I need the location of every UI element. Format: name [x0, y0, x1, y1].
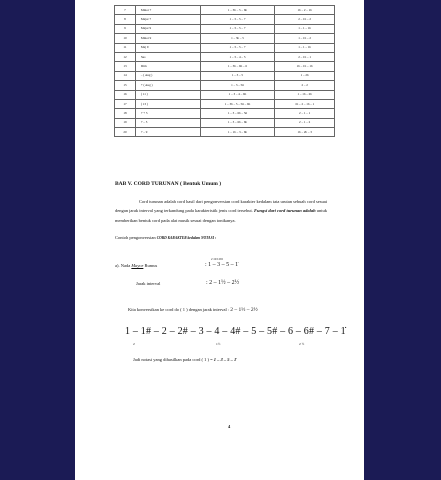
sequence-sub-1: 2	[133, 342, 135, 346]
table-cell: 1 – 1b – 2	[275, 34, 335, 43]
table-cell: 1 – 3 – 4 – 6b	[200, 90, 275, 99]
table-cell: 19	[115, 118, 136, 127]
table-cell: 2 – 1 – 2	[275, 118, 335, 127]
conversion-values: 2 – 1½ – 2½	[230, 307, 258, 313]
table-cell: 1 – 3 – 5 – 7	[200, 15, 275, 24]
table-cell: 1 – 1 – 1b	[275, 43, 335, 52]
table-cell: 2 – 1 – 1	[275, 109, 335, 118]
table-cell: Major 9	[135, 24, 200, 33]
table-cell: 14	[115, 71, 136, 80]
table-cell: 7 – 5	[135, 118, 200, 127]
section-heading: BAB V. CORD TURUNAN ( Bentuk Umum )	[115, 181, 222, 187]
table-cell: 2 – 1b – 1	[275, 52, 335, 61]
table-cell: 2 – 1b – 2	[275, 15, 335, 24]
table-cell: + ( Aug )	[135, 81, 200, 90]
table-cell: Major 7	[135, 15, 200, 24]
table-cell: Minor 9	[135, 34, 200, 43]
table-cell: 7 – 9	[135, 128, 200, 137]
table-cell: 1 – 3 – 5 – 7	[200, 43, 275, 52]
result-line	[133, 357, 236, 362]
table-cell: 13	[115, 62, 136, 71]
table-cell: 7	[115, 6, 136, 15]
table-row	[115, 118, 335, 127]
table-row	[115, 62, 335, 71]
chord-table-body	[115, 6, 335, 137]
table-cell: 1 – 1b – 3 – 6b	[200, 128, 275, 137]
document-page	[75, 0, 364, 480]
table-cell: 8	[115, 15, 136, 24]
table-cell: – ( Aug )	[135, 71, 200, 80]
chord-table	[114, 5, 335, 137]
table-row	[115, 99, 335, 108]
table-cell: 17	[115, 99, 136, 108]
para-text-1: Cord turunan adalah cord hasil dari pengonversian cord karakter kedalam tata urutan sebuah cord sesuai dengan jarak interval yang terkandung pada karakteristik jenis cord tersebut.	[115, 199, 327, 214]
table-cell: 1 – 3 – 6b – 5#	[200, 109, 275, 118]
table-cell: 16	[115, 90, 136, 99]
table-row	[115, 109, 335, 118]
table-row	[115, 71, 335, 80]
table-cell: 1 – 3b – 6b – 6	[200, 62, 275, 71]
table-cell: 12	[115, 52, 136, 61]
chromatic-sequence: 1 – 1# – 2 – 2# – 3 – 4 – 4# – 5 – 5# – 6 – 6# – 7 – 1̇	[125, 326, 346, 337]
conversion-line	[128, 307, 258, 313]
table-row	[115, 81, 335, 90]
example-label: Contoh pengonversian	[115, 235, 156, 240]
page-number: 4	[228, 424, 231, 429]
interval-superscript: 2 1b3 2b5	[211, 257, 223, 261]
table-cell: 15	[115, 81, 136, 90]
item-a-chord: Mayor	[131, 263, 144, 268]
table-cell: 11	[115, 43, 136, 52]
table-row	[115, 52, 335, 61]
table-cell: Minor 7	[135, 6, 200, 15]
table-cell: 1b – 2 – 1b	[275, 6, 335, 15]
table-cell: 1 – 3b – 5 – 6b	[200, 6, 275, 15]
table-cell: Dim	[135, 62, 200, 71]
table-row	[115, 43, 335, 52]
table-cell: 18	[115, 109, 136, 118]
para-text-2: untuk memberikan bentuk cord pada alat musik sesuai dengan tonikanya.	[115, 208, 328, 223]
conversion-text: Kita konversikan ke cord do ( 1 ) dengan jarak interval :	[128, 307, 230, 312]
sequence-sub-2: 1½	[216, 342, 221, 346]
item-a-suffix: Rumus	[144, 263, 158, 268]
table-cell: 1b – 2 – 1b – 1	[275, 99, 335, 108]
table-cell: 20	[115, 128, 136, 137]
table-row	[115, 15, 335, 24]
table-cell: 7 + 5	[135, 109, 200, 118]
table-cell: ( 11 )	[135, 90, 200, 99]
interval-value: : 2 – 1½ – 2½	[206, 280, 240, 286]
intro-paragraph	[115, 197, 327, 225]
table-cell: 1 – 3 – 4 – 5	[200, 52, 275, 61]
table-cell: 1 – 3 – 5#	[200, 81, 275, 90]
table-row	[115, 34, 335, 43]
table-row	[115, 128, 335, 137]
result-prefix: Jadi notasi yang dihasilkan pada cord ( 1 ) =	[133, 357, 213, 362]
table-row	[115, 24, 335, 33]
table-cell: Maj 9	[135, 43, 200, 52]
result-value: 1 – 3 – 5 – 1̇	[213, 357, 237, 362]
item-a-formula: : 1 – 3 – 5 – 1̇	[205, 262, 239, 268]
para-emphasis: Fungsi dari cord turunan adalah	[254, 208, 316, 214]
table-row	[115, 6, 335, 15]
sequence-sub-3: 2 ½	[299, 342, 305, 346]
table-row	[115, 90, 335, 99]
example-line	[115, 235, 216, 240]
interval-label: Jarak interval	[136, 281, 161, 286]
table-cell: 1b – 2b – 3	[275, 128, 335, 137]
table-cell: 10	[115, 34, 136, 43]
table-cell: 1 – 3b – 5 – 5# – 6b	[200, 99, 275, 108]
table-cell: Sus	[135, 52, 200, 61]
table-cell: 1 – 3 – 5	[200, 71, 275, 80]
table-cell: 1 – 3b – 5	[200, 34, 275, 43]
table-cell: 9	[115, 24, 136, 33]
table-cell: 1 – 1 – 1b	[275, 24, 335, 33]
example-emphasis: CORD KARAKTER kedalam NOTASI :	[156, 236, 217, 240]
table-cell: 1 – 3 – 5 – 7	[200, 24, 275, 33]
table-cell: 1 – 1b – 2b	[275, 90, 335, 99]
item-a-line	[115, 263, 157, 268]
item-a-prefix: a). Nada	[115, 263, 131, 268]
table-cell: ( 13 )	[135, 99, 200, 108]
table-cell: 1b – 1b – 1b	[275, 62, 335, 71]
table-cell: 1 – 2b	[275, 71, 335, 80]
table-cell: 1 – 3 – 6b – 6b	[200, 118, 275, 127]
table-cell: 2 – 2	[275, 81, 335, 90]
